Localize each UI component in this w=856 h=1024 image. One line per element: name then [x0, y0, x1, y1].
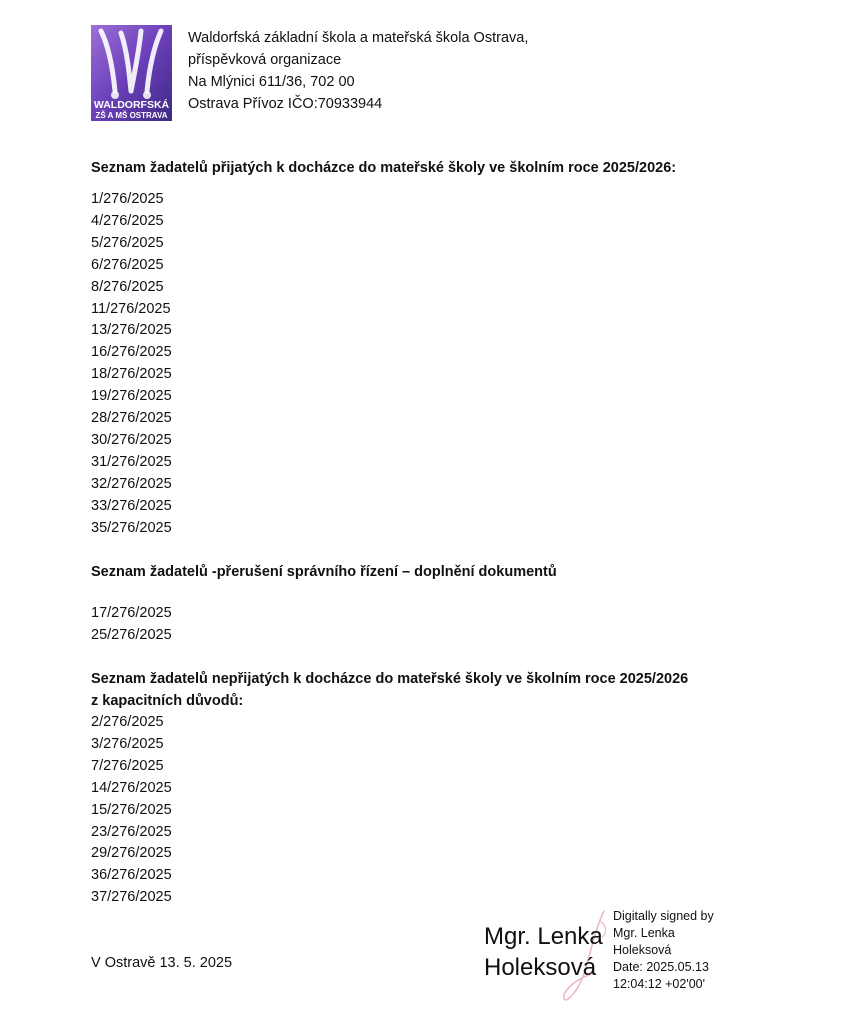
header-line-2: příspěvková organizace	[188, 52, 342, 68]
rejected-title-line-2: z kapacitních důvodů:	[91, 693, 244, 709]
school-logo-graphic	[91, 25, 172, 121]
digital-signature	[484, 905, 744, 1005]
accepted-title: Seznam žadatelů přijatých k docházce do mateřské školy ve školním roce 2025/2026:	[91, 160, 677, 176]
list-item: 29/276/2025	[91, 845, 172, 862]
list-item: 19/276/2025	[91, 388, 172, 405]
list-item: 3/276/2025	[91, 735, 164, 752]
interrupted-title: Seznam žadatelů -přerušení správního řízení – doplnění dokumentů	[91, 564, 557, 580]
interrupted-list	[91, 603, 172, 647]
list-item: 1/276/2025	[91, 191, 164, 207]
list-item: 14/276/2025	[91, 779, 172, 796]
list-item: 17/276/2025	[91, 605, 172, 621]
list-item: 18/276/2025	[91, 366, 172, 383]
signature-detail-line: Mgr. Lenka	[613, 926, 675, 940]
list-item: 30/276/2025	[91, 431, 172, 448]
list-item: 2/276/2025	[91, 714, 164, 730]
rejected-list	[91, 712, 172, 909]
list-item: 8/276/2025	[91, 278, 164, 295]
logo-text-line2: ZŠ A MŠ OSTRAVA	[95, 111, 168, 120]
signature-detail-line: Digitally signed by	[613, 909, 714, 923]
list-item: 32/276/2025	[91, 475, 172, 492]
list-item: 11/276/2025	[91, 300, 171, 317]
signature-detail-line: Holeksová	[613, 943, 672, 957]
header-line-3: Na Mlýnici 611/36, 702 00	[188, 74, 355, 90]
list-item: 36/276/2025	[91, 867, 172, 884]
header-line-1: Waldorfská základní škola a mateřská škola Ostrava,	[188, 30, 529, 46]
list-item: 37/276/2025	[91, 889, 172, 906]
list-item: 28/276/2025	[91, 410, 172, 427]
accepted-list	[91, 189, 172, 540]
place-and-date: V Ostravě 13. 5. 2025	[91, 955, 233, 971]
list-item: 4/276/2025	[91, 212, 164, 229]
list-item: 23/276/2025	[91, 823, 172, 840]
list-item: 6/276/2025	[91, 256, 164, 273]
list-item: 25/276/2025	[91, 626, 172, 643]
list-item: 33/276/2025	[91, 497, 172, 514]
header-line-4: Ostrava Přívoz IČO:70933944	[188, 96, 383, 112]
logo-text-line1: WALDORFSKÁ	[93, 99, 170, 111]
list-item: 7/276/2025	[91, 757, 164, 774]
list-item: 5/276/2025	[91, 234, 164, 251]
signature-detail-line: Date: 2025.05.13	[613, 960, 709, 974]
list-item: 13/276/2025	[91, 322, 172, 339]
signature-details	[613, 908, 714, 993]
school-logo	[91, 25, 172, 121]
signature-name	[484, 921, 603, 983]
list-item: 15/276/2025	[91, 801, 172, 818]
list-item: 16/276/2025	[91, 344, 172, 361]
signature-detail-line: 12:04:12 +02'00'	[613, 977, 706, 991]
signature-name-line-2: Holeksová	[484, 954, 597, 981]
rejected-title-line-1: Seznam žadatelů nepřijatých k docházce do mateřské školy ve školním roce 2025/2026	[91, 671, 689, 687]
school-header	[188, 27, 528, 115]
list-item: 31/276/2025	[91, 453, 172, 470]
list-item: 35/276/2025	[91, 519, 172, 536]
signature-name-line-1: Mgr. Lenka	[484, 923, 603, 950]
